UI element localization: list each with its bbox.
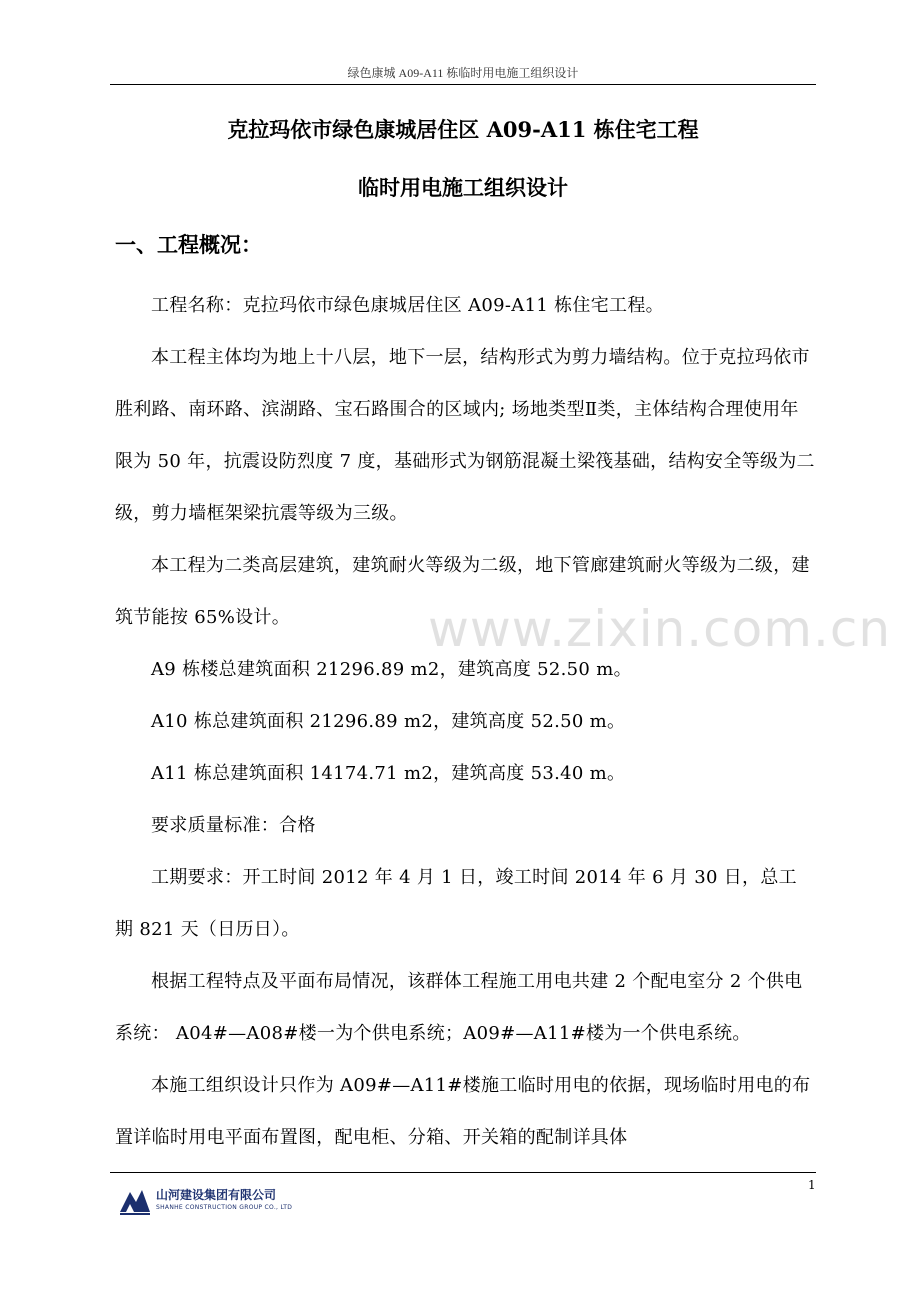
logo-company-name-en: SHANHE CONSTRUCTION GROUP CO., LTD: [156, 1204, 293, 1211]
paragraph-a10-area: A10 栋总建筑面积 21296.89 m2，建筑高度 52.50 m。: [151, 711, 626, 732]
paragraph-quality: 要求质量标准：合格: [151, 815, 316, 836]
company-logo: [118, 1180, 308, 1220]
header-divider: [110, 84, 816, 85]
paragraph-a11-area: A11 栋总建筑面积 14174.71 m2，建筑高度 53.40 m。: [151, 763, 626, 784]
running-header: 绿色康城 A09-A11 栋临时用电施工组织设计: [347, 66, 579, 80]
paragraph-structure: 本工程主体均为地上十八层，地下一层，结构形式为剪力墙结构。位于克拉玛依市胜利路、南环路、滨湖路、宝石路围合的区域内; 场地类型Ⅱ类，主体结构合理使用年限为 50 年，抗震设防烈度 7 度，基础形式为钢筋混凝土梁筏基础，结构安全等级为二级，剪力墙框架梁抗震等级为三级。: [115, 347, 815, 524]
paragraph-schedule: 工期要求：开工时间 2012 年 4 月 1 日，竣工时间 2014 年 6 月 30 日，总工期 821 天（日历日）。: [115, 867, 797, 940]
document-title-line1: 克拉玛依市绿色康城居住区 A09-A11 栋住宅工程: [227, 117, 699, 142]
paragraph-fire-rating: 本工程为二类高层建筑，建筑耐火等级为二级，地下管廊建筑耐火等级为二级，建筑节能按 65%设计。: [115, 555, 810, 628]
paragraph-project-name: 工程名称：克拉玛依市绿色康城居住区 A09-A11 栋住宅工程。: [151, 295, 664, 316]
document-title-line2: 临时用电施工组织设计: [358, 175, 568, 200]
paragraph-power-systems: 根据工程特点及平面布局情况，该群体工程施工用电共建 2 个配电室分 2 个供电系统： A04#—A08#楼一为个供电系统；A09#—A11#楼为一个供电系统。: [115, 971, 803, 1044]
logo-company-name-cn: 山河建设集团有限公司: [156, 1188, 277, 1202]
paragraph-scope: 本施工组织设计只作为 A09#—A11#楼施工临时用电的依据，现场临时用电的布置详临时用电平面布置图，配电柜、分箱、开关箱的配制详具体: [115, 1075, 811, 1148]
document-body: [115, 280, 815, 1164]
section-heading-overview: 一、工程概况：: [115, 232, 262, 257]
shanhe-logo-icon: [118, 1182, 152, 1216]
page-number: 1: [808, 1178, 816, 1192]
paragraph-a9-area: A9 栋楼总建筑面积 21296.89 m2，建筑高度 52.50 m。: [151, 659, 632, 680]
watermark: www.zixin.com.cn: [428, 600, 892, 658]
footer-divider: [110, 1172, 816, 1173]
